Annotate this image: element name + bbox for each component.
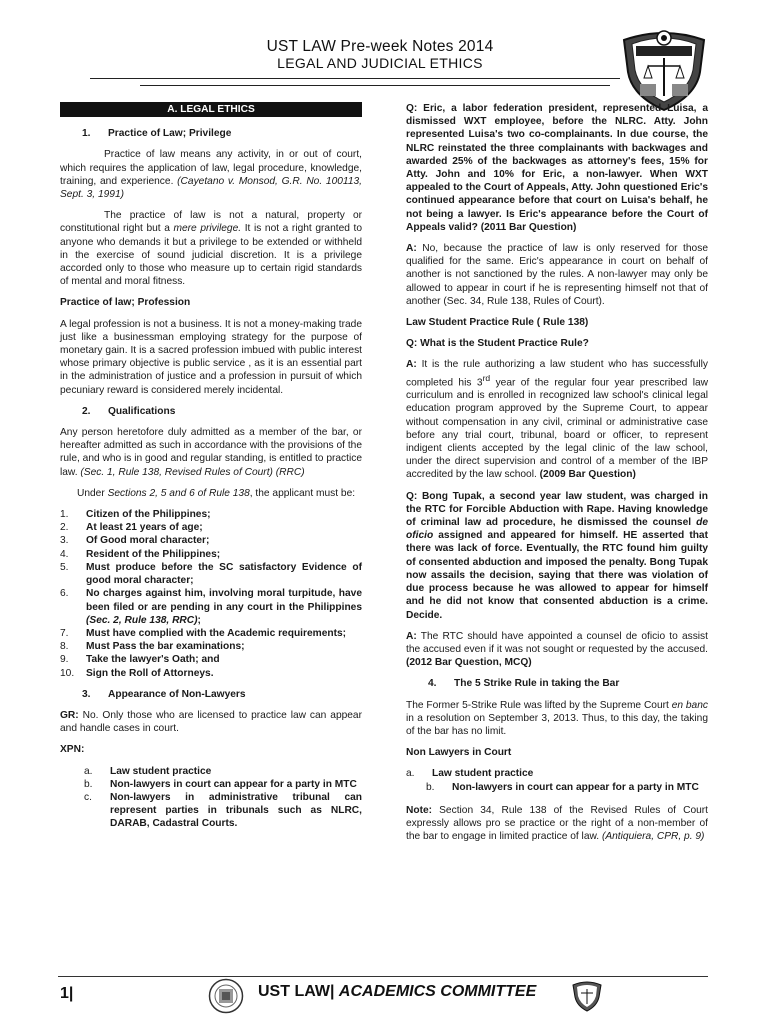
list-text: Must Pass the bar examinations; xyxy=(86,641,245,653)
paragraph-text: Eric, a labor federation president, represented Luisa, a dismissed WXT employee, before the NLRC. Atty. John represented Luisa's two co-complainants. In due course, the NLRC reinstated the three complainants with backwages and awarded 25% of the backwages as attorney's fees, 15% for Atty. John and 10% for Eric, a non-lawyer. When WXT appealed to the Court of Appeals, Atty. John questioned Eric's continued appearance before that court on Luisa's behalf, he not being a lawyer. Is Eric's appearance before the Court of Appeals valid? (2011 Bar Question) xyxy=(406,103,708,233)
paragraph-text: It is not a right granted to anyone who demands it but a privilege to be extended or withheld in the exercise of sound judicial discretion. It is a privilege accorded only to those who measure up to certain rigid standards of mental and moral fitness. xyxy=(60,223,362,288)
superscript: rd xyxy=(482,372,491,383)
header-title-line2: LEGAL AND JUDICIAL ETHICS xyxy=(277,55,483,71)
list-number: 9. xyxy=(60,654,69,666)
header-rule-bottom xyxy=(140,85,610,86)
page-number: 1| xyxy=(60,985,74,1002)
paragraph-text: assigned and appeared for himself. HE asserted that there was lack of force. Eventually, the RTC found him guilty of consented abduction and imposed the penalty. Bong Tupak now assails the decision, saying that there was violation of due process because he was allowed to appear for himself and he did not know that consented abduction is a crime. Decide. xyxy=(406,530,708,621)
list-number: 8. xyxy=(60,641,69,653)
label: Q: xyxy=(406,103,418,114)
paragraph-text: The Former 5-Strike Rule was lifted by the Supreme Court xyxy=(406,699,669,711)
answer-bong-tupak xyxy=(406,630,708,670)
emphasis: mere privilege. xyxy=(173,223,242,235)
list-text: Must have complied with the Academic requirements; xyxy=(86,627,347,639)
citation: (2009 Bar Question) xyxy=(539,469,636,481)
paragraph-general-rule xyxy=(60,709,362,735)
heading-non-lawyers-court: Non Lawyers in Court xyxy=(406,747,512,759)
heading-text: The 5 Strike Rule in taking the Bar xyxy=(454,678,620,690)
list-number: 2. xyxy=(60,522,69,534)
heading-text: Appearance of Non-Lawyers xyxy=(108,688,246,700)
list-letter: b. xyxy=(426,781,435,793)
question-student-practice: Q: What is the Student Practice Rule? xyxy=(406,338,589,350)
list-item xyxy=(60,508,362,521)
list-item xyxy=(60,561,362,587)
list-letter: a. xyxy=(84,765,93,777)
list-text: Take the lawyer's Oath; and xyxy=(86,654,220,666)
heading-text: Qualifications xyxy=(108,405,176,417)
paragraph-practice-definition xyxy=(60,148,362,201)
citation: (2012 Bar Question, MCQ) xyxy=(406,657,532,669)
exceptions-list xyxy=(60,765,362,831)
list-letter: b. xyxy=(84,778,93,790)
heading-number: 3. xyxy=(82,688,91,700)
list-item xyxy=(60,791,362,831)
list-number: 6. xyxy=(60,588,69,600)
list-text: Citizen of the Philippines; xyxy=(86,509,211,521)
footer-committee: ACADEMICS COMMITTEE xyxy=(338,983,537,1000)
heading-text: Practice of Law; Privilege xyxy=(108,128,232,140)
list-text: Non-lawyers in court can appear for a party in MTC xyxy=(110,778,357,790)
left-column xyxy=(60,102,362,835)
qualifications-list xyxy=(60,508,362,680)
list-text: Law student practice xyxy=(110,765,212,777)
label: Note: xyxy=(406,804,433,816)
note-pro-se xyxy=(406,804,708,844)
answer-student-practice xyxy=(406,358,708,481)
paragraph-text: No, because the practice of law is only reserved for those qualified for the same. Eric's appearance in court on behalf of another is not sanctioned by the rules. A non-lawyer may only be allowed to appear in court if he is representing himself not that of another (Sec. 34, Rule 138, Rules of Court). xyxy=(406,243,708,307)
list-item xyxy=(60,627,362,640)
ust-law-crest-small-icon xyxy=(570,978,604,1012)
label: A: xyxy=(406,630,417,642)
paragraph-profession: A legal profession is not a business. It is not a money-making trade just like a businessman employing strategy for the purpose of monetary gain. It is a sacred profession imbued with public interest whose primary objective is public service , as it is an essential part in the administration of justice and a profession in pursuit of which pecuniary reward is considered merely incidental. xyxy=(60,318,362,396)
heading-practice-privilege xyxy=(60,127,362,140)
heading-profession: Practice of law; Profession xyxy=(60,297,191,309)
header-rule-top xyxy=(90,78,620,79)
list-item xyxy=(60,534,362,547)
paragraph-text: , the applicant must be: xyxy=(249,487,356,499)
paragraph-text: It is the rule authorizing a law student who has successfully completed his 3 xyxy=(406,359,708,389)
list-letter: c. xyxy=(84,791,92,803)
list-item xyxy=(406,767,708,780)
paragraph-text: year of the regular four year prescribed law curriculum and is enrolled in recognized law school's clinical legal education program approved by the Supreme Court, to appear without compensation in any civil, criminal or administrative case before any trial court, tribunal, board or officer, to represent indigent clients accepted by the legal clinic of the law school, under the direct supervision and control of a member of the IBP accredited by the law school. xyxy=(406,377,708,481)
footer-title xyxy=(258,983,536,1001)
paragraph-5-strike xyxy=(406,699,708,739)
list-item xyxy=(60,765,362,778)
list-number: 3. xyxy=(60,535,69,547)
list-text: Non-lawyers in court can appear for a party in MTC xyxy=(452,781,699,793)
paragraph-text: The practice of law is not a natural, property or constitutional right but a xyxy=(60,210,362,235)
list-text: Law student practice xyxy=(432,768,534,780)
emphasis: en banc xyxy=(671,699,708,711)
paragraph-text: No. Only those who are licensed to practice law can appear and handle cases in court. xyxy=(60,709,362,735)
heading-student-practice-rule: Law Student Practice Rule ( Rule 138) xyxy=(406,317,589,329)
heading-number: 2. xyxy=(82,405,91,417)
list-item xyxy=(60,667,362,680)
question-bong-tupak xyxy=(406,490,708,622)
label: A: xyxy=(406,359,417,371)
paragraph-text: Q: Bong Tupak, a second year law student, was charged in the RTC for Forcible Abduction with Rape. Having knowledge of criminal law ad procedure, he dismissed the counsel xyxy=(406,490,708,529)
list-text: Must produce before the SC satisfactory Evidence of good moral character; xyxy=(86,561,362,587)
list-text: Sign the Roll of Attorneys. xyxy=(86,667,214,679)
footer-rule xyxy=(58,976,708,977)
answer-eric xyxy=(406,242,708,308)
xpn-label: XPN: xyxy=(60,744,85,756)
list-item xyxy=(60,521,362,534)
footer-org: UST LAW| xyxy=(258,983,335,1000)
paragraph-text: Practice of law means any activity, in or out of court, which requires the application of law, legal procedure, knowledge, training, and experience. xyxy=(60,149,362,187)
label: A: xyxy=(406,243,417,255)
label: GR: xyxy=(60,709,79,721)
paragraph-text: Under xyxy=(76,487,105,499)
citation: (Cayetano v. Monsod, G.R. No. 100113, Sept. 3, 1991) xyxy=(60,175,362,201)
paragraph-text: Any person heretofore duly admitted as a member of the bar, or hereafter admitted as such in accordance with the provisions of the rule, and who is in good and regular standing, is entitled to practice law. xyxy=(60,427,362,478)
list-number: 10. xyxy=(60,667,75,679)
list-letter: a. xyxy=(406,768,415,780)
list-number: 1. xyxy=(60,509,69,521)
section-title: A. LEGAL ETHICS xyxy=(60,102,362,117)
heading-number: 4. xyxy=(428,678,437,690)
citation: (Antiquiera, CPR, p. 9) xyxy=(601,831,705,843)
list-text: Of Good moral character; xyxy=(86,535,210,547)
list-number: 5. xyxy=(60,561,69,573)
heading-non-lawyers xyxy=(60,688,362,701)
paragraph-privilege xyxy=(60,209,362,288)
emphasis: de oficio xyxy=(406,517,708,542)
list-text: At least 21 years of age; xyxy=(86,522,203,534)
heading-number: 1. xyxy=(82,128,91,140)
heading-5-strike-rule xyxy=(406,677,708,690)
right-column xyxy=(406,102,708,851)
emphasis: Sections 2, 5 and 6 of Rule 138 xyxy=(107,487,250,499)
list-item: 6. No charges against him, involving moral turpitude, have been filed or are pending in any court in the Philippines (Sec. 2, Rule 138, RRC); xyxy=(60,588,362,626)
paragraph-admission xyxy=(60,426,362,479)
header-title-line1: UST LAW Pre-week Notes 2014 xyxy=(266,38,494,55)
paragraph-text: The RTC should have appointed a counsel de oficio to assist the accused even if it was not sought or requested by the accused. xyxy=(406,630,708,655)
citation: (Sec. 1, Rule 138, Revised Rules of Court) (RRC) xyxy=(80,466,305,478)
list-text: Non-lawyers in administrative tribunal can represent parties in tribunals such as NLRC, DARAB, Cadastral Courts. xyxy=(110,791,362,830)
list-item xyxy=(60,653,362,666)
list-item xyxy=(406,781,708,794)
list-text: Resident of the Philippines; xyxy=(86,548,221,560)
paragraph-text: Section 34, Rule 138 of the Revised Rules of Court expressly allows pro se practice or the right of a non-member of the bar to engage in limited practice of law. xyxy=(406,804,708,843)
list-text: No charges against him, involving moral turpitude, have been filed or are pending in any court in the Philippines xyxy=(86,588,362,613)
non-lawyers-list xyxy=(406,767,708,793)
list-item xyxy=(60,778,362,791)
list-number: 4. xyxy=(60,548,69,560)
citation: (Sec. 2, Rule 138, RRC) xyxy=(86,614,198,626)
ust-law-crest-icon xyxy=(618,22,710,114)
question-eric xyxy=(406,102,708,234)
ust-seal-icon xyxy=(208,978,244,1014)
list-number: 7. xyxy=(60,627,69,639)
paragraph-applicant xyxy=(60,487,362,500)
paragraph-text: in a resolution on September 3, 2013. Thus, to this day, the taking of the bar has no limit. xyxy=(406,712,708,737)
heading-qualifications xyxy=(60,405,362,418)
list-item xyxy=(60,640,362,653)
list-item xyxy=(60,548,362,561)
